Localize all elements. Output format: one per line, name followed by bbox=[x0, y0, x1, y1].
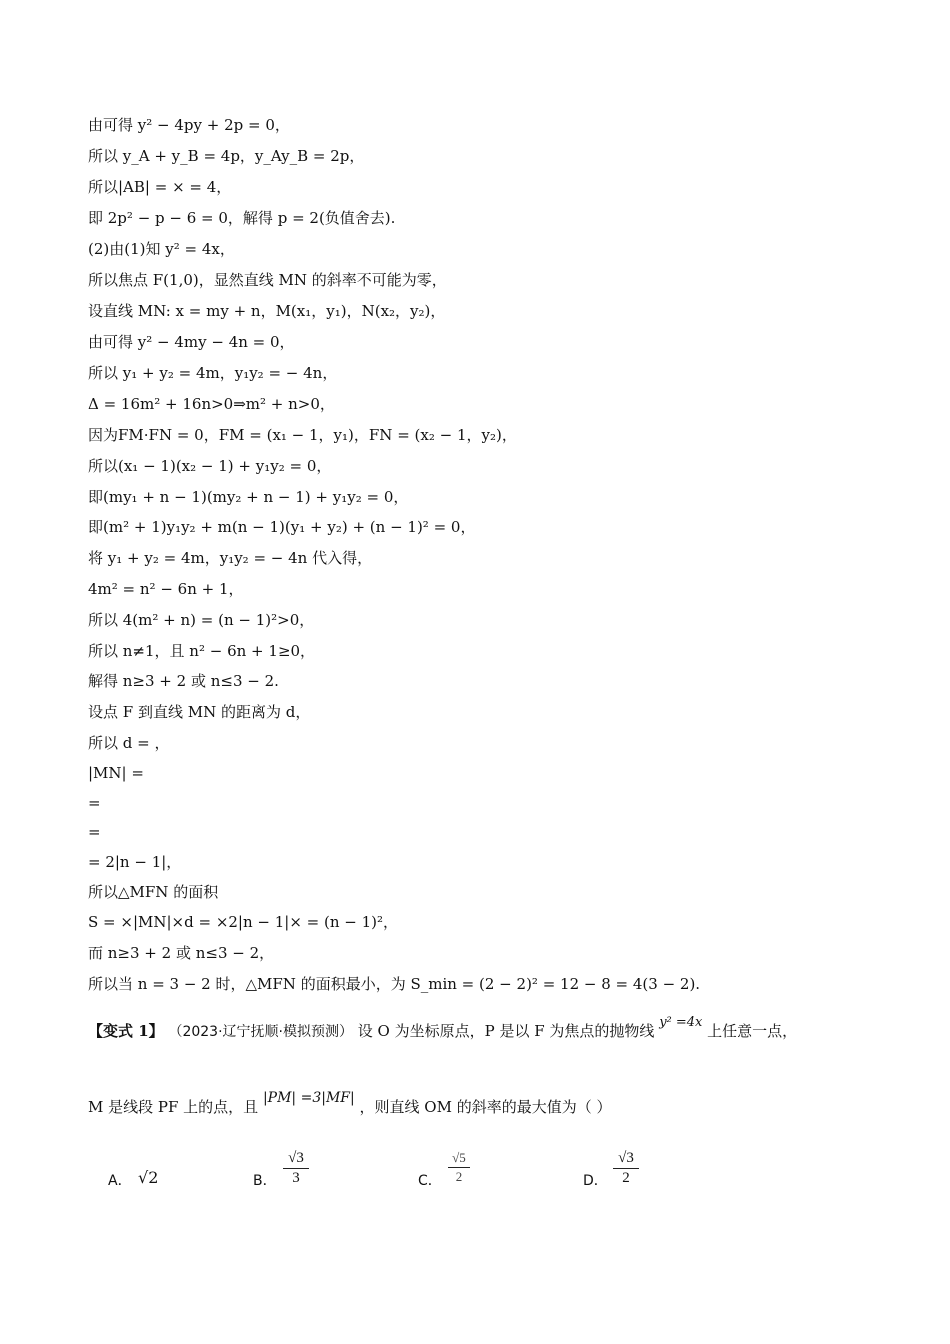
solution-line: S = ×|MN|×d = ×2|n − 1|× = (n − 1)²， bbox=[88, 913, 399, 931]
stem-text-4: ，则直线 OM 的斜率的最大值为（ ） bbox=[359, 1098, 612, 1116]
solution-line: = bbox=[88, 823, 101, 841]
solution-line: |MN| = bbox=[88, 764, 144, 782]
fraction-denominator: 3 bbox=[292, 1170, 300, 1186]
option-fraction bbox=[283, 1150, 309, 1187]
option-value: √2 bbox=[138, 1168, 159, 1187]
fraction-numerator: √3 bbox=[618, 1150, 634, 1166]
solution-line: 所以|AB| = × = 4， bbox=[88, 178, 232, 196]
fraction-bar bbox=[283, 1168, 309, 1169]
solution-line: 所以 n≠1，且 n² − 6n + 1≥0， bbox=[88, 642, 316, 660]
solution-line: 即 2p² − p − 6 = 0，解得 p = 2(负值舍去). bbox=[88, 209, 396, 227]
solution-line: = bbox=[88, 794, 101, 812]
option-d[interactable] bbox=[583, 1150, 743, 1200]
option-fraction bbox=[448, 1150, 470, 1185]
solution-line: 所以 d = ， bbox=[88, 734, 170, 752]
stem-text-1: 设 O 为坐标原点，P 是以 F 为焦点的抛物线 bbox=[357, 1022, 655, 1040]
option-label: A． bbox=[108, 1173, 132, 1189]
solution-line: 所以(x₁ − 1)(x₂ − 1) + y₁y₂ = 0， bbox=[88, 457, 332, 475]
solution-line: 解得 n≥3 + 2 或 n≤3 − 2. bbox=[88, 672, 279, 690]
parabola-formula: y² =4x bbox=[659, 1015, 703, 1030]
solution-line: 所以 y₁ + y₂ = 4m，y₁y₂ = − 4n， bbox=[88, 364, 338, 382]
solution-line: 即(my₁ + n − 1)(my₂ + n − 1) + y₁y₂ = 0， bbox=[88, 488, 409, 506]
solution-line: 所以△MFN 的面积 bbox=[88, 883, 219, 901]
option-c[interactable] bbox=[418, 1150, 578, 1200]
solution-line: 所以焦点 F(1,0)，显然直线 MN 的斜率不可能为零， bbox=[88, 271, 447, 289]
option-label: D． bbox=[583, 1173, 608, 1189]
option-label: B． bbox=[253, 1173, 277, 1189]
option-b[interactable] bbox=[253, 1150, 413, 1200]
solution-line: 4m² = n² − 6n + 1， bbox=[88, 580, 244, 598]
fraction-denominator: 2 bbox=[455, 1169, 463, 1184]
solution-line: 因为FM·FN = 0，FM = (x₁ − 1，y₁)，FN = (x₂ − 1，y₂)， bbox=[88, 426, 517, 444]
fraction-denominator: 2 bbox=[622, 1170, 630, 1186]
fraction-bar bbox=[448, 1167, 470, 1168]
fraction-bar bbox=[613, 1168, 639, 1169]
variant-source: （2023·辽宁抚顺·模拟预测） bbox=[168, 1024, 353, 1040]
solution-line: 即(m² + 1)y₁y₂ + m(n − 1)(y₁ + y₂) + (n − 1)² = 0， bbox=[88, 518, 476, 536]
option-label: C． bbox=[418, 1173, 442, 1189]
answer-options bbox=[108, 1150, 868, 1200]
fraction-numerator: √3 bbox=[288, 1150, 304, 1166]
question-stem-line2 bbox=[88, 1090, 612, 1117]
solution-line: 将 y₁ + y₂ = 4m，y₁y₂ = − 4n 代入得， bbox=[88, 549, 373, 567]
solution-line: 设直线 MN: x = my + n，M(x₁，y₁)，N(x₂，y₂)， bbox=[88, 302, 446, 320]
question-stem-line1 bbox=[88, 1015, 798, 1041]
solution-line: 由可得 y² − 4py + 2p = 0， bbox=[88, 116, 290, 134]
solution-line: 由可得 y² − 4my − 4n = 0， bbox=[88, 333, 295, 351]
solution-line: 所以 y_A + y_B = 4p，y_Ay_B = 2p， bbox=[88, 147, 365, 165]
solution-line: Δ = 16m² + 16n>0⇒m² + n>0， bbox=[88, 395, 335, 413]
solution-line: 设点 F 到直线 MN 的距离为 d， bbox=[88, 703, 311, 721]
option-fraction bbox=[613, 1150, 639, 1187]
solution-line: 所以 4(m² + n) = (n − 1)²>0， bbox=[88, 611, 315, 629]
solution-line: (2)由(1)知 y² = 4x， bbox=[88, 240, 235, 258]
stem-text-3: M 是线段 PF 上的点，且 bbox=[88, 1098, 259, 1116]
variant-tag: 【变式 1】 bbox=[88, 1022, 164, 1040]
stem-text-2: 上任意一点， bbox=[707, 1022, 798, 1040]
condition-formula: |PM| =3|MF| bbox=[262, 1090, 355, 1106]
solution-line: = 2|n − 1|， bbox=[88, 853, 182, 871]
fraction-numerator: √5 bbox=[452, 1150, 466, 1165]
solution-line: 而 n≥3 + 2 或 n≤3 − 2， bbox=[88, 944, 275, 962]
solution-line: 所以当 n = 3 − 2 时，△MFN 的面积最小，为 S_min = (2 − 2)² = 12 − 8 = 4(3 − 2). bbox=[88, 975, 701, 993]
